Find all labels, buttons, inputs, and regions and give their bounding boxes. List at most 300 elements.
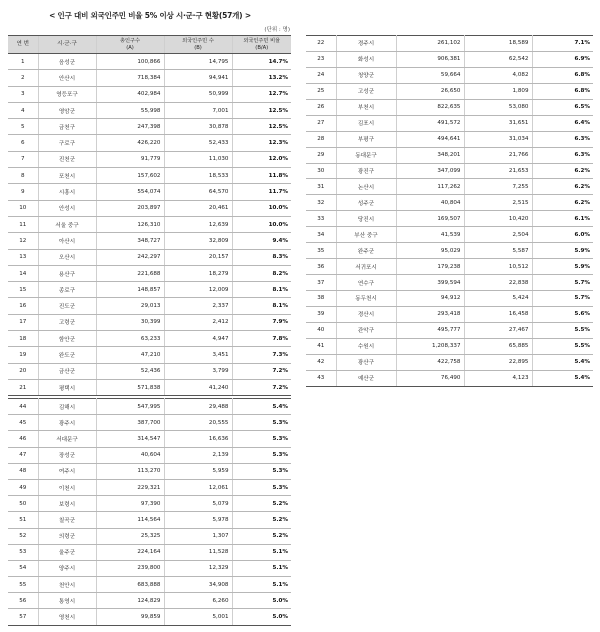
row-ratio-cell: 12.5% [232,119,291,135]
table-row [306,291,593,307]
unit-note: (단위 : 명) [264,27,290,33]
row-ratio-cell: 6.9% [532,51,593,67]
row-foreign-cell: 7,001 [164,102,232,118]
row-ratio-cell: 7.2% [232,379,291,395]
table-row [8,119,291,135]
row-no-cell: 51 [8,512,38,528]
row-region-cell: 여주시 [38,463,96,479]
row-ratio-cell: 5.2% [232,512,291,528]
row-region-cell: 구로구 [38,135,96,151]
row-region-cell: 안산시 [38,70,96,86]
table-row [306,147,593,163]
table-row [8,577,291,593]
row-no-cell: 4 [8,102,38,118]
row-no-cell: 35 [306,243,336,259]
row-no-cell: 8 [8,168,38,184]
row-region-cell: 안성시 [38,200,96,216]
table-row [8,168,291,184]
row-population-cell: 91,779 [96,151,164,167]
row-foreign-cell: 5,978 [164,512,232,528]
row-ratio-cell: 5.3% [232,431,291,447]
row-no-cell: 18 [8,331,38,347]
header-no: 연 번 [8,36,38,54]
header-foreign [164,36,232,54]
row-population-cell: 203,897 [96,200,164,216]
row-foreign-cell: 27,467 [464,322,532,338]
row-population-cell: 348,201 [396,147,464,163]
row-region-cell: 서울 중구 [38,216,96,232]
row-ratio-cell: 12.7% [232,86,291,102]
row-population-cell: 29,013 [96,298,164,314]
row-no-cell: 47 [8,447,38,463]
row-no-cell: 24 [306,67,336,83]
row-ratio-cell: 5.7% [532,275,593,291]
row-region-cell: 시흥시 [38,184,96,200]
row-region-cell: 논산시 [336,179,396,195]
row-no-cell: 46 [8,431,38,447]
row-no-cell: 13 [8,249,38,265]
row-ratio-cell: 6.1% [532,211,593,227]
table-row [8,86,291,102]
header-population-sub: (A) [126,44,134,51]
row-population-cell: 491,572 [396,115,464,131]
table-row [306,306,593,322]
row-population-cell: 52,436 [96,363,164,379]
table-row [306,179,593,195]
row-no-cell: 22 [306,36,336,52]
table-row [8,54,291,70]
table-row [8,479,291,495]
row-no-cell: 26 [306,99,336,115]
header-region: 시·군·구 [38,36,96,54]
row-region-cell: 용산구 [38,265,96,281]
row-no-cell: 23 [306,51,336,67]
row-region-cell: 금천구 [38,119,96,135]
table-row [8,216,291,232]
row-no-cell: 15 [8,282,38,298]
row-foreign-cell: 2,504 [464,227,532,243]
row-no-cell: 36 [306,259,336,275]
row-population-cell: 124,829 [96,593,164,609]
row-no-cell: 27 [306,115,336,131]
row-region-cell: 김포시 [336,115,396,131]
row-foreign-cell: 5,587 [464,243,532,259]
table-body-rows-22-43 [306,36,593,387]
row-ratio-cell: 8.3% [232,249,291,265]
row-no-cell: 9 [8,184,38,200]
row-region-cell: 보령시 [38,496,96,512]
row-region-cell: 동두천시 [336,291,396,307]
table-row [306,195,593,211]
row-region-cell: 광산구 [336,354,396,370]
header-foreign-label: 외국인주민 수 [182,37,214,44]
table-row [8,200,291,216]
table-row [306,131,593,147]
row-ratio-cell: 13.2% [232,70,291,86]
row-population-cell: 126,310 [96,216,164,232]
row-foreign-cell: 50,999 [164,86,232,102]
table-row [306,99,593,115]
row-ratio-cell: 6.4% [532,115,593,131]
row-no-cell: 16 [8,298,38,314]
row-population-cell: 683,888 [96,577,164,593]
table-row [306,36,593,52]
row-ratio-cell: 5.1% [232,577,291,593]
row-no-cell: 49 [8,479,38,495]
row-ratio-cell: 10.0% [232,200,291,216]
row-region-cell: 영천시 [38,609,96,625]
row-region-cell: 서대문구 [38,431,96,447]
row-ratio-cell: 7.8% [232,331,291,347]
row-ratio-cell: 5.6% [532,306,593,322]
row-ratio-cell: 11.7% [232,184,291,200]
row-population-cell: 94,912 [396,291,464,307]
row-no-cell: 7 [8,151,38,167]
table-row [306,243,593,259]
table-row [8,544,291,560]
row-ratio-cell: 5.4% [532,354,593,370]
row-foreign-cell: 22,895 [464,354,532,370]
table-row [8,249,291,265]
row-ratio-cell: 6.8% [532,83,593,99]
row-ratio-cell: 6.2% [532,163,593,179]
row-ratio-cell: 6.5% [532,99,593,115]
row-region-cell: 종로구 [38,282,96,298]
row-population-cell: 179,238 [396,259,464,275]
row-foreign-cell: 4,082 [464,67,532,83]
row-no-cell: 2 [8,70,38,86]
table-body-rows-1-21 [8,54,291,396]
row-ratio-cell: 5.3% [232,415,291,431]
table-row [8,431,291,447]
row-foreign-cell: 29,488 [164,399,232,415]
row-population-cell: 95,029 [396,243,464,259]
row-no-cell: 53 [8,544,38,560]
row-foreign-cell: 18,589 [464,36,532,52]
row-no-cell: 57 [8,609,38,625]
row-no-cell: 19 [8,347,38,363]
row-region-cell: 천안시 [38,577,96,593]
row-ratio-cell: 5.2% [232,528,291,544]
row-foreign-cell: 22,838 [464,275,532,291]
row-region-cell: 진천군 [38,151,96,167]
row-region-cell: 화성시 [336,51,396,67]
row-no-cell: 20 [8,363,38,379]
table-row [306,115,593,131]
row-no-cell: 6 [8,135,38,151]
row-region-cell: 포천시 [38,168,96,184]
row-ratio-cell: 5.3% [232,463,291,479]
header-ratio-label: 외국인주민 비율 [243,37,281,44]
row-population-cell: 157,602 [96,168,164,184]
row-no-cell: 14 [8,265,38,281]
row-region-cell: 장성군 [38,447,96,463]
row-ratio-cell: 5.5% [532,338,593,354]
row-population-cell: 571,838 [96,379,164,395]
row-ratio-cell: 6.3% [532,147,593,163]
row-foreign-cell: 11,528 [164,544,232,560]
row-no-cell: 50 [8,496,38,512]
row-ratio-cell: 5.1% [232,544,291,560]
row-no-cell: 38 [306,291,336,307]
header-population [96,36,164,54]
row-ratio-cell: 7.1% [532,36,593,52]
table-row [8,593,291,609]
row-no-cell: 48 [8,463,38,479]
table-row [8,415,291,431]
row-no-cell: 43 [306,370,336,386]
row-region-cell: 음성군 [38,54,96,70]
row-no-cell: 21 [8,379,38,395]
row-no-cell: 1 [8,54,38,70]
row-region-cell: 광진구 [336,163,396,179]
row-foreign-cell: 41,240 [164,379,232,395]
row-population-cell: 426,220 [96,135,164,151]
row-foreign-cell: 16,636 [164,431,232,447]
row-population-cell: 224,164 [96,544,164,560]
row-ratio-cell: 8.1% [232,298,291,314]
row-ratio-cell: 5.4% [232,399,291,415]
table-row [8,282,291,298]
row-foreign-cell: 52,433 [164,135,232,151]
row-ratio-cell: 5.2% [232,496,291,512]
row-no-cell: 52 [8,528,38,544]
row-population-cell: 47,210 [96,347,164,363]
row-foreign-cell: 12,061 [164,479,232,495]
row-foreign-cell: 16,458 [464,306,532,322]
row-population-cell: 822,635 [396,99,464,115]
row-region-cell: 오산시 [38,249,96,265]
table-row [8,363,291,379]
row-population-cell: 76,490 [396,370,464,386]
row-foreign-cell: 1,809 [464,83,532,99]
table-row [306,83,593,99]
row-region-cell: 칠곡군 [38,512,96,528]
row-population-cell: 26,650 [396,83,464,99]
row-foreign-cell: 14,795 [164,54,232,70]
table-row [8,463,291,479]
row-region-cell: 부천시 [336,99,396,115]
row-no-cell: 37 [306,275,336,291]
row-population-cell: 422,758 [396,354,464,370]
row-foreign-cell: 12,639 [164,216,232,232]
row-region-cell: 통영시 [38,593,96,609]
row-region-cell: 당진시 [336,211,396,227]
row-population-cell: 247,398 [96,119,164,135]
document-title: < 인구 대비 외국인주민 비율 5% 이상 시·군·구 현황(57개) > [49,11,251,20]
table-row [306,51,593,67]
row-region-cell: 관악구 [336,322,396,338]
row-region-cell: 금산군 [38,363,96,379]
row-region-cell: 경주시 [336,36,396,52]
row-foreign-cell: 3,451 [164,347,232,363]
row-no-cell: 5 [8,119,38,135]
table-row [8,609,291,625]
row-foreign-cell: 10,512 [464,259,532,275]
table-row [8,233,291,249]
row-population-cell: 41,539 [396,227,464,243]
row-ratio-cell: 5.3% [232,479,291,495]
row-foreign-cell: 6,260 [164,593,232,609]
row-ratio-cell: 10.0% [232,216,291,232]
row-region-cell: 고령군 [38,314,96,330]
table-row [8,399,291,415]
row-foreign-cell: 5,079 [164,496,232,512]
row-ratio-cell: 5.7% [532,291,593,307]
row-foreign-cell: 21,653 [464,163,532,179]
row-ratio-cell: 12.0% [232,151,291,167]
row-population-cell: 99,859 [96,609,164,625]
table-row [306,163,593,179]
row-population-cell: 261,102 [396,36,464,52]
row-population-cell: 314,547 [96,431,164,447]
row-foreign-cell: 31,651 [464,115,532,131]
row-foreign-cell: 2,139 [164,447,232,463]
row-population-cell: 148,857 [96,282,164,298]
row-population-cell: 30,399 [96,314,164,330]
ratio-table-part-3 [8,398,291,626]
row-ratio-cell: 5.0% [232,609,291,625]
row-foreign-cell: 32,809 [164,233,232,249]
row-foreign-cell: 3,799 [164,363,232,379]
row-foreign-cell: 2,515 [464,195,532,211]
table-row [8,528,291,544]
row-region-cell: 완도군 [38,347,96,363]
row-ratio-cell: 8.2% [232,265,291,281]
row-region-cell: 경산시 [336,306,396,322]
row-no-cell: 12 [8,233,38,249]
row-ratio-cell: 5.0% [232,593,291,609]
row-no-cell: 33 [306,211,336,227]
row-population-cell: 117,262 [396,179,464,195]
row-foreign-cell: 18,279 [164,265,232,281]
row-population-cell: 169,507 [396,211,464,227]
row-region-cell: 아산시 [38,233,96,249]
row-foreign-cell: 5,959 [164,463,232,479]
row-no-cell: 28 [306,131,336,147]
row-population-cell: 718,384 [96,70,164,86]
row-foreign-cell: 4,123 [464,370,532,386]
table-row [8,379,291,395]
row-no-cell: 41 [306,338,336,354]
row-no-cell: 39 [306,306,336,322]
row-ratio-cell: 7.9% [232,314,291,330]
row-region-cell: 부산 중구 [336,227,396,243]
row-region-cell: 함안군 [38,331,96,347]
table-row [8,347,291,363]
row-foreign-cell: 2,337 [164,298,232,314]
row-no-cell: 30 [306,163,336,179]
table-row [8,70,291,86]
row-population-cell: 348,727 [96,233,164,249]
row-region-cell: 동대문구 [336,147,396,163]
row-population-cell: 347,099 [396,163,464,179]
row-no-cell: 34 [306,227,336,243]
row-population-cell: 494,641 [396,131,464,147]
header-ratio-sub: (B/A) [255,44,269,51]
table-row [306,211,593,227]
row-region-cell: 영암군 [38,102,96,118]
row-ratio-cell: 5.1% [232,560,291,576]
row-foreign-cell: 30,878 [164,119,232,135]
row-region-cell: 김해시 [38,399,96,415]
table-row [8,512,291,528]
row-population-cell: 1,208,337 [396,338,464,354]
row-region-cell: 청양군 [336,67,396,83]
row-region-cell: 의령군 [38,528,96,544]
row-region-cell: 예산군 [336,370,396,386]
row-no-cell: 42 [306,354,336,370]
row-ratio-cell: 14.7% [232,54,291,70]
row-ratio-cell: 8.1% [232,282,291,298]
row-foreign-cell: 34,908 [164,577,232,593]
row-population-cell: 63,233 [96,331,164,347]
row-no-cell: 56 [8,593,38,609]
table-row [8,298,291,314]
row-region-cell: 이천시 [38,479,96,495]
row-region-cell: 진도군 [38,298,96,314]
row-foreign-cell: 94,941 [164,70,232,86]
row-region-cell: 평택시 [38,379,96,395]
row-region-cell: 양주시 [38,560,96,576]
row-ratio-cell: 7.3% [232,347,291,363]
row-population-cell: 100,866 [96,54,164,70]
row-no-cell: 55 [8,577,38,593]
table-row [8,265,291,281]
row-population-cell: 25,325 [96,528,164,544]
row-population-cell: 293,418 [396,306,464,322]
row-region-cell: 연수구 [336,275,396,291]
ratio-table-part-2 [306,35,593,387]
row-foreign-cell: 1,307 [164,528,232,544]
row-no-cell: 17 [8,314,38,330]
row-population-cell: 40,604 [96,447,164,463]
row-ratio-cell: 12.5% [232,102,291,118]
row-region-cell: 완주군 [336,243,396,259]
row-ratio-cell: 5.9% [532,243,593,259]
row-ratio-cell: 11.8% [232,168,291,184]
table-row [8,314,291,330]
row-no-cell: 40 [306,322,336,338]
table-row [306,354,593,370]
row-foreign-cell: 12,329 [164,560,232,576]
row-population-cell: 495,777 [396,322,464,338]
row-no-cell: 3 [8,86,38,102]
row-ratio-cell: 6.8% [532,67,593,83]
row-ratio-cell: 7.2% [232,363,291,379]
row-no-cell: 11 [8,216,38,232]
table-row [8,102,291,118]
row-ratio-cell: 6.2% [532,179,593,195]
row-ratio-cell: 6.0% [532,227,593,243]
header-foreign-sub: (B) [194,44,202,51]
row-population-cell: 229,321 [96,479,164,495]
row-region-cell: 수원시 [336,338,396,354]
row-no-cell: 32 [306,195,336,211]
row-foreign-cell: 5,424 [464,291,532,307]
row-region-cell: 고성군 [336,83,396,99]
row-foreign-cell: 12,009 [164,282,232,298]
table-header [8,36,291,54]
row-ratio-cell: 9.4% [232,233,291,249]
row-no-cell: 44 [8,399,38,415]
row-ratio-cell: 12.3% [232,135,291,151]
row-ratio-cell: 5.4% [532,370,593,386]
table-body-rows-44-57 [8,399,291,626]
row-population-cell: 387,700 [96,415,164,431]
row-ratio-cell: 6.2% [532,195,593,211]
row-population-cell: 906,381 [396,51,464,67]
